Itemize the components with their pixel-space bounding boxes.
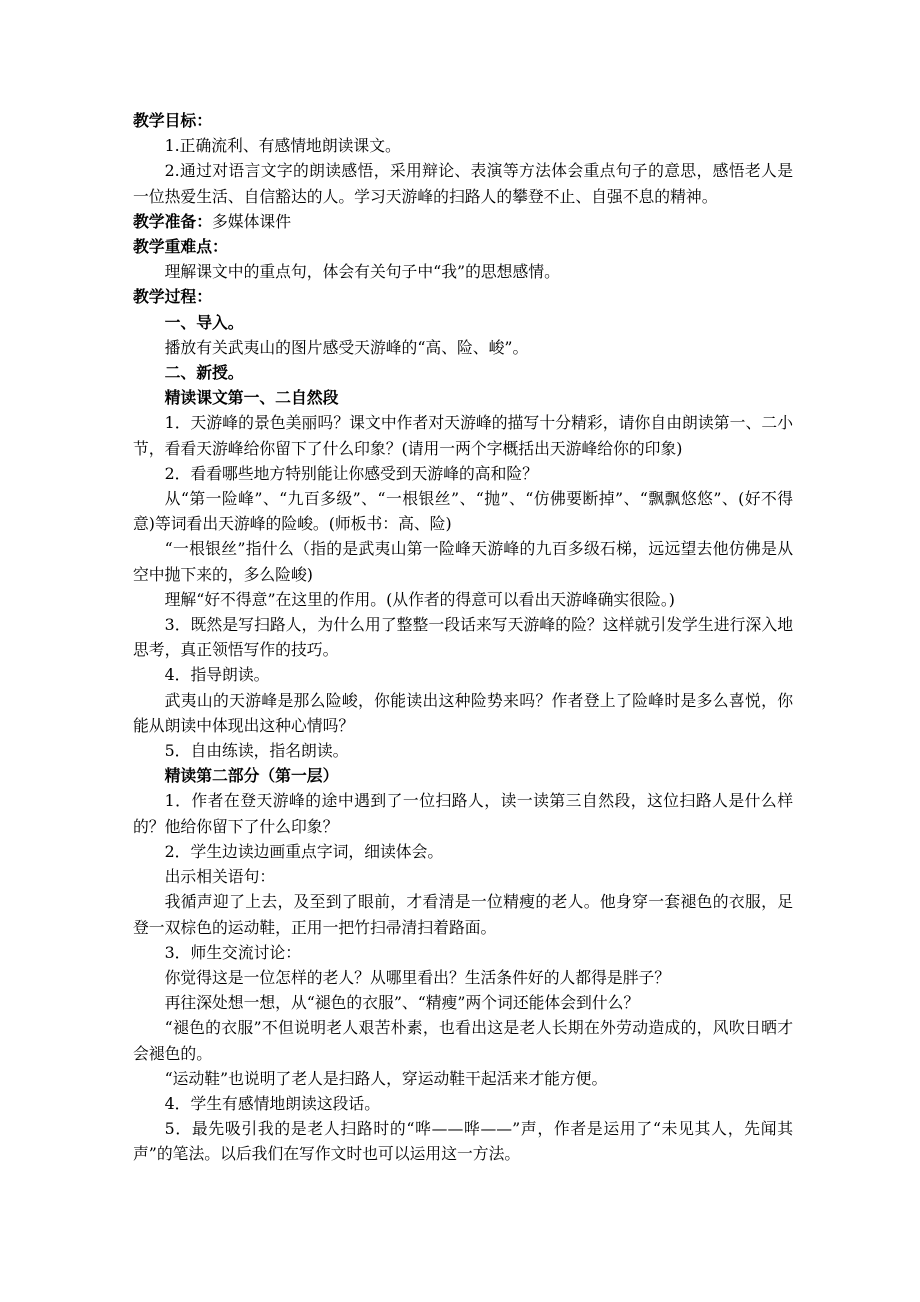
paragraph: 3．既然是写扫路人，为什么用了整整一段话来写天游峰的险？这样就引发学生进行深入地思考，真正领悟写作的技巧。 xyxy=(133,615,793,660)
paragraph: 1．作者在登天游峰的途中遇到了一位扫路人，读一读第三自然段，这位扫路人是什么样的？他给你留下了什么印象？ xyxy=(133,791,793,836)
step-heading: 一、导入。 xyxy=(164,312,244,332)
paragraph: 理解“好不得意”在这里的作用。(从作者的得意可以看出天游峰确实很险。) xyxy=(164,589,675,609)
section-heading: 精读课文第一、二自然段 xyxy=(164,388,339,408)
prep-text: 多媒体课件 xyxy=(212,211,291,231)
prep-heading: 教学准备： xyxy=(133,211,212,231)
paragraph: 播放有关武夷山的图片感受天游峰的“高、险、峻”。 xyxy=(164,337,529,357)
paragraph: 武夷山的天游峰是那么险峻，你能读出这种险势来吗？作者登上了险峰时是多么喜悦，你能从朗读中体现出这种心情吗？ xyxy=(133,690,793,735)
goal-item: 1.正确流利、有感情地朗读课文。 xyxy=(164,136,401,156)
process-heading: 教学过程： xyxy=(133,287,212,307)
step-heading: 二、新授。 xyxy=(164,363,244,383)
prep-line xyxy=(133,209,793,234)
paragraph: 再往深处想一想，从“褪色的衣服”、“精瘦”两个词还能体会到什么？ xyxy=(164,993,640,1013)
paragraph: 你觉得这是一位怎样的老人？从哪里看出？生活条件好的人都得是胖子？ xyxy=(164,967,671,987)
document-body xyxy=(133,108,793,1167)
paragraph: 2．看看哪些地方特别能让你感受到天游峰的高和险？ xyxy=(164,463,538,483)
paragraph: 从“第一险峰”、“九百多级”、“一根银丝”、“抛”、“仿佛要断掉”、“飘飘悠悠”、(好不得意)等词看出天游峰的险峻。(师板书：高、险) xyxy=(133,489,793,534)
section-heading: 精读第二部分（第一层） xyxy=(164,766,339,786)
paragraph: 出示相关语句： xyxy=(164,867,276,887)
paragraph: 1．天游峰的景色美丽吗？课文中作者对天游峰的描写十分精彩，请你自由朗读第一、二小节，看看天游峰给你留下了什么印象？(请用一两个字概括出天游峰给你的印象) xyxy=(133,413,793,458)
paragraph: 我循声迎了上去，及至到了眼前，才看清是一位精瘦的老人。他身穿一套褪色的衣服，足登一双棕色的运动鞋，正用一把竹扫帚清扫着路面。 xyxy=(133,892,793,937)
goals-heading: 教学目标： xyxy=(133,111,212,130)
keypoints-heading: 教学重难点： xyxy=(133,237,228,257)
paragraph: “褪色的衣服”不但说明老人艰苦朴素，也看出这是老人长期在外劳动造成的，风吹日晒才会褪色的。 xyxy=(133,1018,793,1063)
paragraph: 5．自由练读，指名朗读。 xyxy=(164,741,349,761)
paragraph: “运动鞋”也说明了老人是扫路人，穿运动鞋干起活来才能方便。 xyxy=(164,1068,608,1088)
paragraph: 5．最先吸引我的是老人扫路时的“哗——哗——”声，作者是运用了“未见其人，先闻其声”的笔法。以后我们在写作文时也可以运用这一方法。 xyxy=(133,1119,793,1164)
paragraph: 2．学生边读边画重点字词，细读体会。 xyxy=(164,841,444,861)
paragraph: 3．师生交流讨论： xyxy=(164,942,302,962)
paragraph: 4．学生有感情地朗读这段话。 xyxy=(164,1093,381,1113)
goal-item: 2.通过对语言文字的朗读感悟，采用辩论、表演等方法体会重点句子的意思，感悟老人是一位热爱生活、自信豁达的人。学习天游峰的扫路人的攀登不止、自强不息的精神。 xyxy=(133,161,793,206)
paragraph: “一根银丝”指什么（指的是武夷山第一险峰天游峰的九百多级石梯，远远望去他仿佛是从空中抛下来的，多么险峻) xyxy=(133,539,793,584)
keypoints-text: 理解课文中的重点句，体会有关句子中“我”的思想感情。 xyxy=(164,262,560,282)
paragraph: 4．指导朗读。 xyxy=(164,665,270,685)
